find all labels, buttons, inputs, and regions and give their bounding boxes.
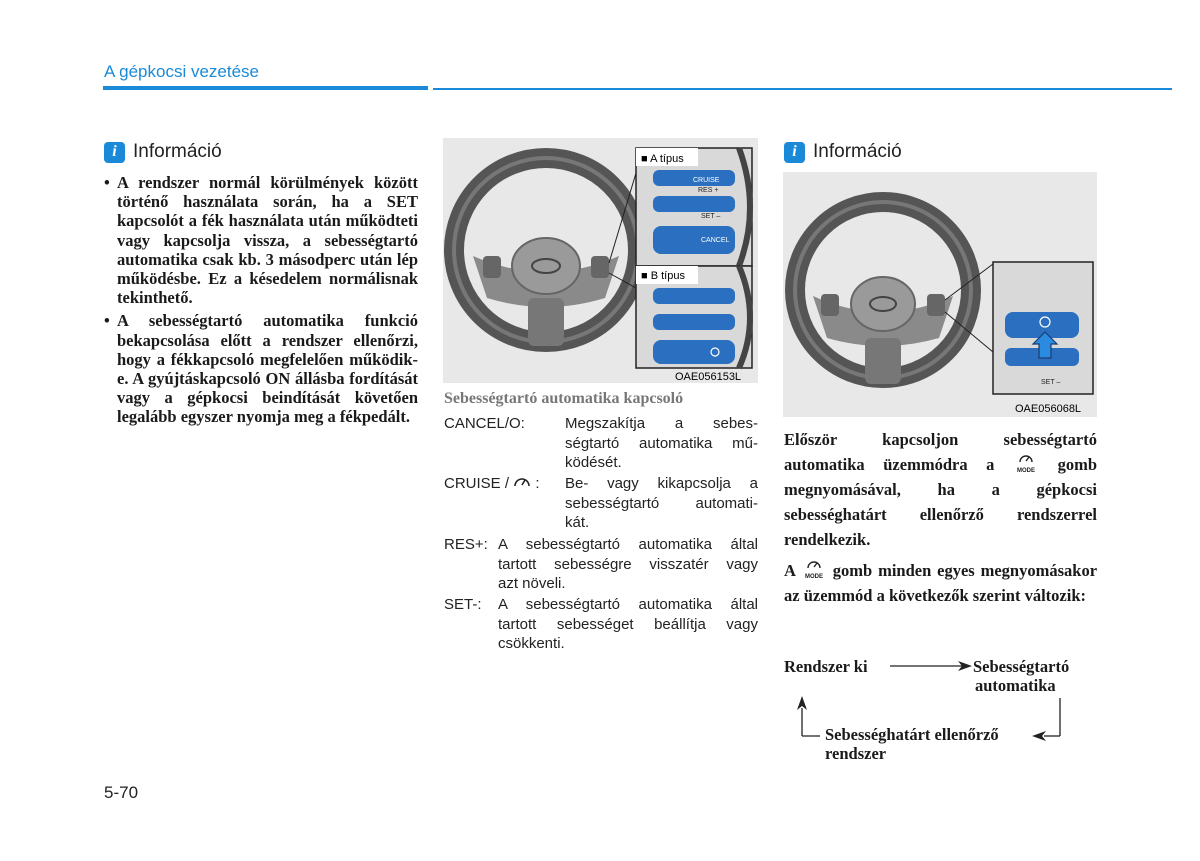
steering-wheel-illustration-2 <box>783 172 1097 417</box>
cruise-speedometer-icon <box>513 474 531 490</box>
instruction-paragraph-1 <box>784 427 1097 552</box>
def-desc <box>498 535 758 594</box>
def-line: tartott sebességet beállítja vagy <box>498 615 758 633</box>
def-term: CANCEL/O: <box>444 415 525 432</box>
def-res <box>444 535 758 595</box>
def-line: tartott sebességre visszatér vagy <box>498 555 758 573</box>
flow-node-line: Sebességtartó <box>973 657 1070 676</box>
def-desc <box>565 414 758 473</box>
paragraph-text: gomb megnyomásával, ha a gépkocsi sebességhatárt ellenőrző rendszerrel rendelkezik. <box>784 455 1098 549</box>
steering-wheel-icon <box>454 158 638 346</box>
header-rule-thick <box>103 86 428 90</box>
figure-code-1: OAE056153L <box>675 371 742 383</box>
flow-node-off: Rendszer ki <box>784 657 868 676</box>
def-line: Megszakítja a sebes- <box>565 415 758 432</box>
steering-wheel-icon <box>795 202 993 384</box>
def-desc <box>498 595 758 654</box>
page-number: 5-70 <box>104 783 139 802</box>
def-line: ködését. <box>565 454 622 471</box>
arrow-down-left-icon <box>1032 698 1060 741</box>
info-bullet-list <box>104 173 418 427</box>
flow-node-line: Sebességhatárt ellenőrző <box>825 725 999 744</box>
def-line: ségtartó automatika mű- <box>565 434 758 452</box>
def-term <box>444 474 540 494</box>
mode-icon-label: MODE <box>1017 468 1035 474</box>
res-button-label: RES + <box>698 187 719 194</box>
type-b-label: ■ B típus <box>641 270 685 282</box>
type-a-switch-inset <box>636 148 752 266</box>
cruise-button-label: CRUISE <box>693 177 720 184</box>
info-icon: i <box>104 142 125 163</box>
info-box-left <box>104 141 418 431</box>
def-cruise <box>444 474 758 534</box>
def-line: azt növeli. <box>498 575 566 592</box>
info-title: Információ <box>813 141 902 162</box>
def-term-suffix: : <box>535 475 540 492</box>
steering-wheel-illustration <box>443 138 758 383</box>
flow-node-line: rendszer <box>825 744 887 763</box>
def-line: kát. <box>565 514 590 531</box>
flow-arrows <box>780 650 1080 760</box>
paragraph-text: gomb minden egyes megnyomásakor az üzemmód a következők szerint változik: <box>784 561 1098 605</box>
set-button-label: SET – <box>1041 379 1061 386</box>
paragraph-text: Először kapcsoljon sebességtartó automatika üzemmódra a <box>784 430 1097 474</box>
mode-switch-inset <box>993 262 1093 394</box>
section-title: A gépkocsi vezetése <box>104 62 259 81</box>
def-line: csökkenti. <box>498 635 565 652</box>
def-set <box>444 595 758 655</box>
flow-node-line: automatika <box>975 676 1056 695</box>
def-cancel <box>444 414 758 474</box>
paragraph-text: A <box>784 561 796 580</box>
info-bullet: • A rendszer normál körülmények között történő használata során, ha a SET kapcsolót a fék használata után működteti vagy kapcsolja vissza, a sebességtartó automatika csak kb. 3 másodperc után lép működésbe. Ez a késedelem normálisnak tekinthető. <box>104 173 418 307</box>
def-line: Be- vagy kikapcsolja a <box>565 475 758 492</box>
set-button-label: SET – <box>701 213 721 220</box>
cancel-button-label: CANCEL <box>701 237 730 244</box>
mode-button-icon <box>1013 452 1039 474</box>
def-line: A sebességtartó automatika által <box>498 536 758 553</box>
mode-instructions <box>784 427 1097 614</box>
def-term: SET-: <box>444 596 482 613</box>
header-rule-thin <box>433 88 1172 90</box>
figure-caption: Sebességtartó automatika kapcsoló <box>444 390 684 407</box>
mode-icon-label: MODE <box>804 574 823 580</box>
steering-wheel-figure-1 <box>443 138 758 383</box>
info-title: Információ <box>133 141 222 162</box>
mode-button-icon <box>801 558 827 580</box>
figure-code-2: OAE056068L <box>1015 403 1082 415</box>
def-term-text: CRUISE / <box>444 475 510 492</box>
arrow-up-icon <box>797 696 820 736</box>
steering-wheel-figure-2 <box>783 172 1097 417</box>
info-heading-right <box>784 141 902 163</box>
arrow-right-icon <box>890 661 972 671</box>
def-term: RES+: <box>444 536 488 553</box>
instruction-paragraph-2 <box>784 558 1097 608</box>
def-line: sebességtartó automati- <box>565 494 758 512</box>
def-desc <box>565 474 758 533</box>
type-a-label: ■ A típus <box>641 153 684 165</box>
info-heading-left <box>104 141 418 163</box>
def-line: A sebességtartó automatika által <box>498 596 758 613</box>
info-bullet: • A sebességtartó automatika funkció bekapcsolása előtt a rendszer ellenőrzi, hogy a fékkapcsoló megfelelően működik-e. A gyújtáskapcsoló ON állásba fordítását vagy a gépkocsi beindítását követően legalább egyszer nyomja meg a fékpedált. <box>104 311 418 426</box>
info-icon: i <box>784 142 805 163</box>
